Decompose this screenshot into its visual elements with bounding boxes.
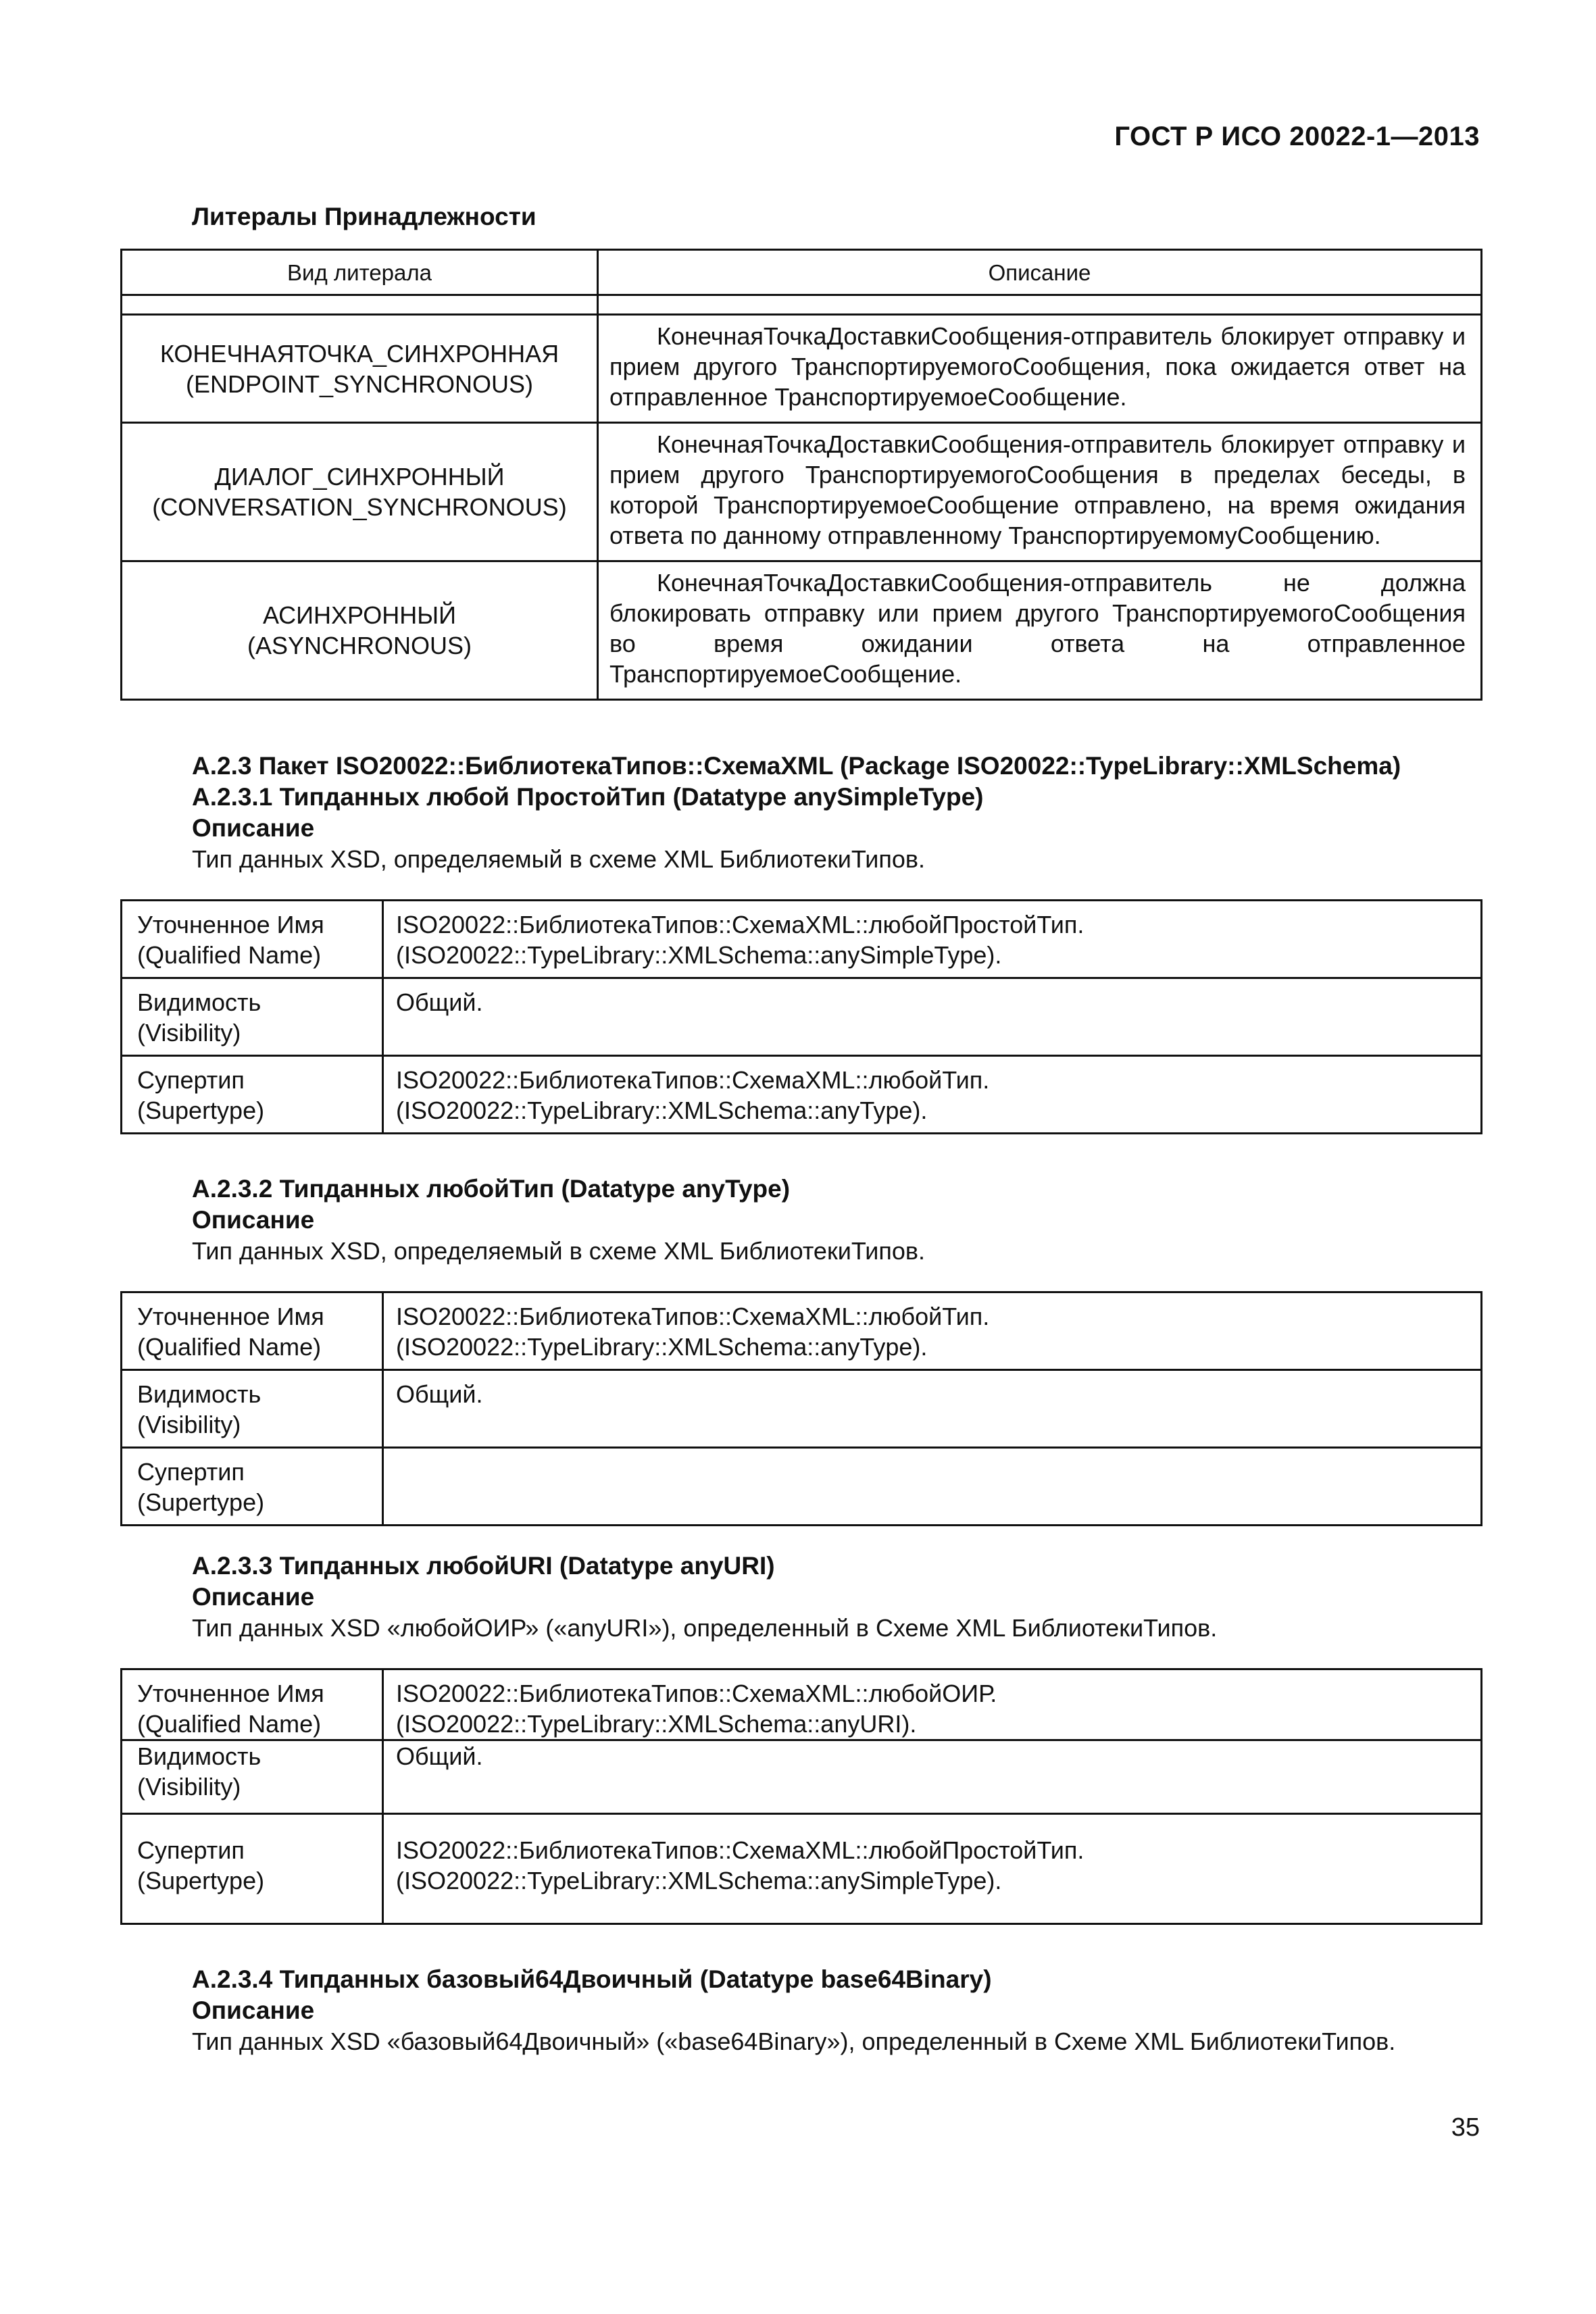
section-heading: А.2.3.4 Типданных базовый64Двоичный (Datatype base64Binary): [192, 1965, 992, 1993]
description-text: Тип данных XSD «базовый64Двоичный» («base64Binary»), определенный в Схеме XML БиблиотекиТипов.: [192, 2028, 1396, 2055]
page-content: [120, 203, 1482, 2057]
property-value: [383, 901, 1482, 978]
property-name-ru: Видимость: [137, 988, 261, 1016]
property-value-empty: [383, 1448, 1482, 1526]
property-name-en: (Visibility): [137, 1411, 241, 1438]
section-a233: [120, 1551, 1482, 1925]
property-name-en: (Visibility): [137, 1773, 241, 1801]
property-value-line: (ISO20022::TypeLibrary::XMLSchema::anySimpleType).: [396, 941, 1002, 969]
property-name: [122, 1740, 383, 1814]
literal-row: [122, 561, 1482, 700]
property-value: [383, 1740, 1482, 1814]
property-value: [383, 1669, 1482, 1740]
property-name: [122, 1669, 383, 1740]
document-header: ГОСТ Р ИСО 20022-1—2013: [1114, 122, 1480, 151]
property-value-line: Общий.: [396, 1380, 483, 1408]
property-row: [122, 978, 1482, 1056]
property-name: [122, 1814, 383, 1924]
property-value-line: ISO20022::БиблиотекаТипов::СхемаXML::любойТип.: [396, 1066, 990, 1094]
description-text: Тип данных XSD, определяемый в схеме XML БиблиотекиТипов.: [192, 1237, 925, 1265]
property-name: [122, 1370, 383, 1448]
description-label: Описание: [192, 1206, 315, 1234]
property-row: [122, 1814, 1482, 1924]
literal-kind-ru: АСИНХРОННЫЙ: [262, 601, 457, 629]
section-a232: [120, 1174, 1482, 1526]
literals-gap-row: [122, 295, 1482, 315]
property-name-ru: Уточненное Имя: [137, 1680, 324, 1707]
property-value-line: (ISO20022::TypeLibrary::XMLSchema::anySimpleType).: [396, 1867, 1002, 1894]
property-value: [383, 1292, 1482, 1370]
property-row: [122, 1370, 1482, 1448]
literal-row: [122, 423, 1482, 561]
literals-caption: Литералы Принадлежности: [192, 203, 537, 230]
literal-kind: [122, 561, 598, 700]
property-name: [122, 1056, 383, 1134]
property-row: [122, 901, 1482, 978]
description-label: Описание: [192, 1583, 315, 1611]
description-label: Описание: [192, 1996, 315, 2024]
property-value-line: ISO20022::БиблиотекаТипов::СхемаXML::любойТип.: [396, 1303, 990, 1330]
literal-kind: [122, 423, 598, 561]
column-header-description: Описание: [598, 250, 1482, 295]
properties-table: [120, 1291, 1482, 1526]
literal-kind-ru: ДИАЛОГ_СИНХРОННЫЙ: [214, 463, 505, 491]
property-name: [122, 978, 383, 1056]
section-heading: А.2.3.1 Типданных любой ПростойТип (Datatype anySimpleType): [192, 783, 984, 811]
property-name-ru: Супертип: [137, 1836, 245, 1864]
property-name-en: (Supertype): [137, 1488, 265, 1516]
property-value: [383, 978, 1482, 1056]
description-text: Тип данных XSD, определяемый в схеме XML БиблиотекиТипов.: [192, 845, 925, 873]
properties-table: [120, 899, 1482, 1134]
property-name-ru: Видимость: [137, 1742, 261, 1770]
property-value-line: ISO20022::БиблиотекаТипов::СхемаXML::любойПростойТип.: [396, 911, 1084, 938]
literal-kind-en: (CONVERSATION_SYNCHRONOUS): [152, 493, 567, 521]
properties-table: [120, 1668, 1482, 1925]
section-heading: А.2.3.2 Типданных любойТип (Datatype anyType): [192, 1175, 791, 1203]
literal-description: [598, 561, 1482, 700]
literal-kind-ru: КОНЕЧНАЯТОЧКА_СИНХРОННАЯ: [159, 339, 559, 368]
property-row: [122, 1740, 1482, 1814]
property-row: [122, 1448, 1482, 1526]
property-name-en: (Qualified Name): [137, 1333, 322, 1361]
property-row: [122, 1669, 1482, 1740]
literal-kind: [122, 315, 598, 423]
property-name-en: (Supertype): [137, 1097, 265, 1124]
property-value: [383, 1370, 1482, 1448]
property-value-line: Общий.: [396, 988, 483, 1016]
property-value-line: Общий.: [396, 1742, 483, 1770]
property-value-line: (ISO20022::TypeLibrary::XMLSchema::anyType).: [396, 1333, 928, 1361]
property-name-en: (Supertype): [137, 1867, 265, 1894]
property-value-line: (ISO20022::TypeLibrary::XMLSchema::anyType).: [396, 1097, 928, 1124]
property-value: [383, 1056, 1482, 1134]
property-value: [383, 1814, 1482, 1924]
literal-description-text: КонечнаяТочкаДоставкиСообщения-отправитель не должна блокировать отправку или прием другого ТранспортируемогоСообщения во время ожидании ответа на отправленное ТранспортируемоеСообщение.: [609, 569, 1466, 688]
section-a231: [120, 751, 1482, 1134]
literal-row: [122, 315, 1482, 423]
property-name-ru: Супертип: [137, 1066, 245, 1094]
section-a234: [120, 1964, 1482, 2057]
description-label: Описание: [192, 814, 315, 842]
literals-header-row: [122, 250, 1482, 295]
property-name: [122, 1292, 383, 1370]
literal-description: [598, 315, 1482, 423]
property-value-line: ISO20022::БиблиотекаТипов::СхемаXML::любойОИР.: [396, 1680, 997, 1707]
property-value-line: ISO20022::БиблиотекаТипов::СхемаXML::любойПростойТип.: [396, 1836, 1084, 1864]
property-row: [122, 1056, 1482, 1134]
page-number: 35: [1451, 2113, 1480, 2142]
section-heading: А.2.3 Пакет ISO20022::БиблиотекаТипов::СхемаXML (Package ISO20022::TypeLibrary::XMLSchema): [192, 752, 1401, 780]
property-name: [122, 1448, 383, 1526]
literal-description: [598, 423, 1482, 561]
section-heading: А.2.3.3 Типданных любойURI (Datatype anyURI): [192, 1552, 775, 1580]
property-name-en: (Visibility): [137, 1019, 241, 1047]
property-name-ru: Супертип: [137, 1458, 245, 1486]
literal-kind-en: (ASYNCHRONOUS): [247, 632, 472, 659]
property-name-ru: Видимость: [137, 1380, 261, 1408]
property-row: [122, 1292, 1482, 1370]
column-header-kind: Вид литерала: [122, 250, 598, 295]
property-name-ru: Уточненное Имя: [137, 1303, 324, 1330]
property-name-en: (Qualified Name): [137, 1710, 322, 1738]
property-name-en: (Qualified Name): [137, 941, 322, 969]
literal-description-text: КонечнаяТочкаДоставкиСообщения-отправитель блокирует отправку и прием другого ТранспортируемогоСообщения, пока ожидается ответ на отправленное ТранспортируемоеСообщение.: [609, 322, 1466, 411]
literal-kind-en: (ENDPOINT_SYNCHRONOUS): [185, 370, 534, 398]
property-name: [122, 901, 383, 978]
description-text: Тип данных XSD «любойОИР» («anyURI»), определенный в Схеме XML БиблиотекиТипов.: [192, 1614, 1218, 1642]
property-value-line: (ISO20022::TypeLibrary::XMLSchema::anyURI).: [396, 1710, 917, 1738]
property-name-ru: Уточненное Имя: [137, 911, 324, 938]
literals-table: [120, 249, 1482, 701]
literal-description-text: КонечнаяТочкаДоставкиСообщения-отправитель блокирует отправку и прием другого ТранспортируемогоСообщения в пределах беседы, в которой ТранспортируемоеСообщение отправлено, на время ожидания ответа по данному отправленному ТранспортируемомуСообщению.: [609, 430, 1466, 549]
